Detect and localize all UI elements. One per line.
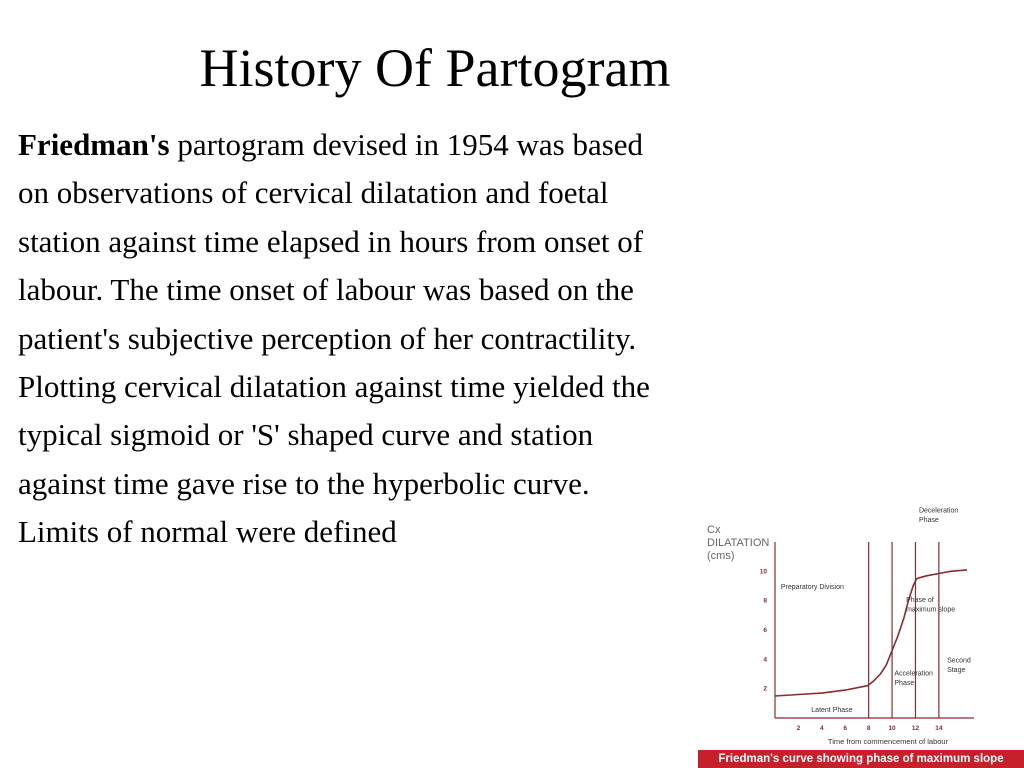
paragraph-line-9: Limits of normal were defined: [18, 514, 397, 550]
y-tick-label: 10: [759, 568, 767, 576]
annotation-line: Phase of: [906, 597, 934, 605]
y-axis-label-line: DILATATION: [707, 537, 770, 549]
paragraph-lead: Friedman's: [18, 127, 170, 162]
x-tick-label: 8: [866, 725, 871, 732]
y-axis-label-line: (cms): [707, 550, 735, 562]
friedman-curve-chart: [698, 507, 1024, 750]
y-tick-label: 8: [763, 597, 767, 605]
paragraph-line-8: against time gave rise to the hyperbolic curve.: [18, 465, 590, 501]
phase-annotation: [811, 707, 852, 714]
phase-lines: [869, 542, 939, 718]
annotations: [781, 508, 971, 714]
paragraph-line-5: patient's subjective perception of her contractility.: [18, 320, 637, 356]
y-tick-label: 6: [763, 627, 767, 634]
friedman-curve-figure: [698, 507, 1024, 768]
annotation-line: Second: [947, 657, 971, 665]
annotation-line: Deceleration: [918, 507, 959, 515]
x-axis-label: Time from commencement of labour: [827, 737, 949, 746]
paragraph-line-7: typical sigmoid or 'S' shaped curve and station: [18, 417, 594, 453]
phase-annotation: [894, 670, 933, 687]
y-tick-labels: [760, 568, 768, 692]
annotation-line: Stage: [947, 666, 966, 674]
paragraph-line-4: labour. The time onset of labour was based on the: [18, 272, 634, 308]
phase-annotation: [919, 508, 958, 525]
axes: [775, 542, 974, 718]
annotation-line: Phase: [894, 679, 915, 687]
annotation-line: Phase: [918, 517, 939, 525]
y-axis-label: [707, 524, 769, 562]
x-tick-label: 2: [796, 725, 801, 732]
x-tick-label: 6: [843, 725, 848, 732]
x-tick-label: 12: [911, 725, 920, 732]
phase-annotation: [781, 584, 844, 591]
y-axis-label-line: Cx: [707, 524, 721, 536]
figure-caption: Friedman's curve showing phase of maximum slope: [698, 750, 1024, 768]
annotation-line: Acceleration: [894, 670, 933, 678]
paragraph-line-1: [18, 121, 848, 169]
paragraph-line-text: partogram devised in 1954 was based: [169, 127, 644, 162]
paragraph-line-3: station against time elapsed in hours from onset of: [18, 223, 644, 259]
annotation-line: maximum slope: [906, 606, 956, 614]
phase-annotation: [947, 657, 971, 674]
paragraph-line-6: Plotting cervical dilatation against time yielded the: [18, 369, 650, 405]
y-tick-label: 2: [763, 685, 767, 693]
body-paragraph: [18, 121, 848, 557]
y-tick-label: 4: [763, 656, 767, 664]
annotation-line: Preparatory Division: [780, 583, 844, 591]
x-tick-label: 4: [820, 725, 824, 732]
slide-title: History Of Partogram: [199, 38, 671, 98]
paragraph-line-2: on observations of cervical dilatation and foetal: [18, 175, 609, 211]
phase-annotation: [906, 597, 955, 614]
annotation-line: Latent Phase: [811, 707, 853, 715]
x-tick-labels: [797, 725, 943, 732]
x-tick-label: 14: [935, 725, 943, 732]
x-tick-label: 10: [888, 725, 896, 732]
